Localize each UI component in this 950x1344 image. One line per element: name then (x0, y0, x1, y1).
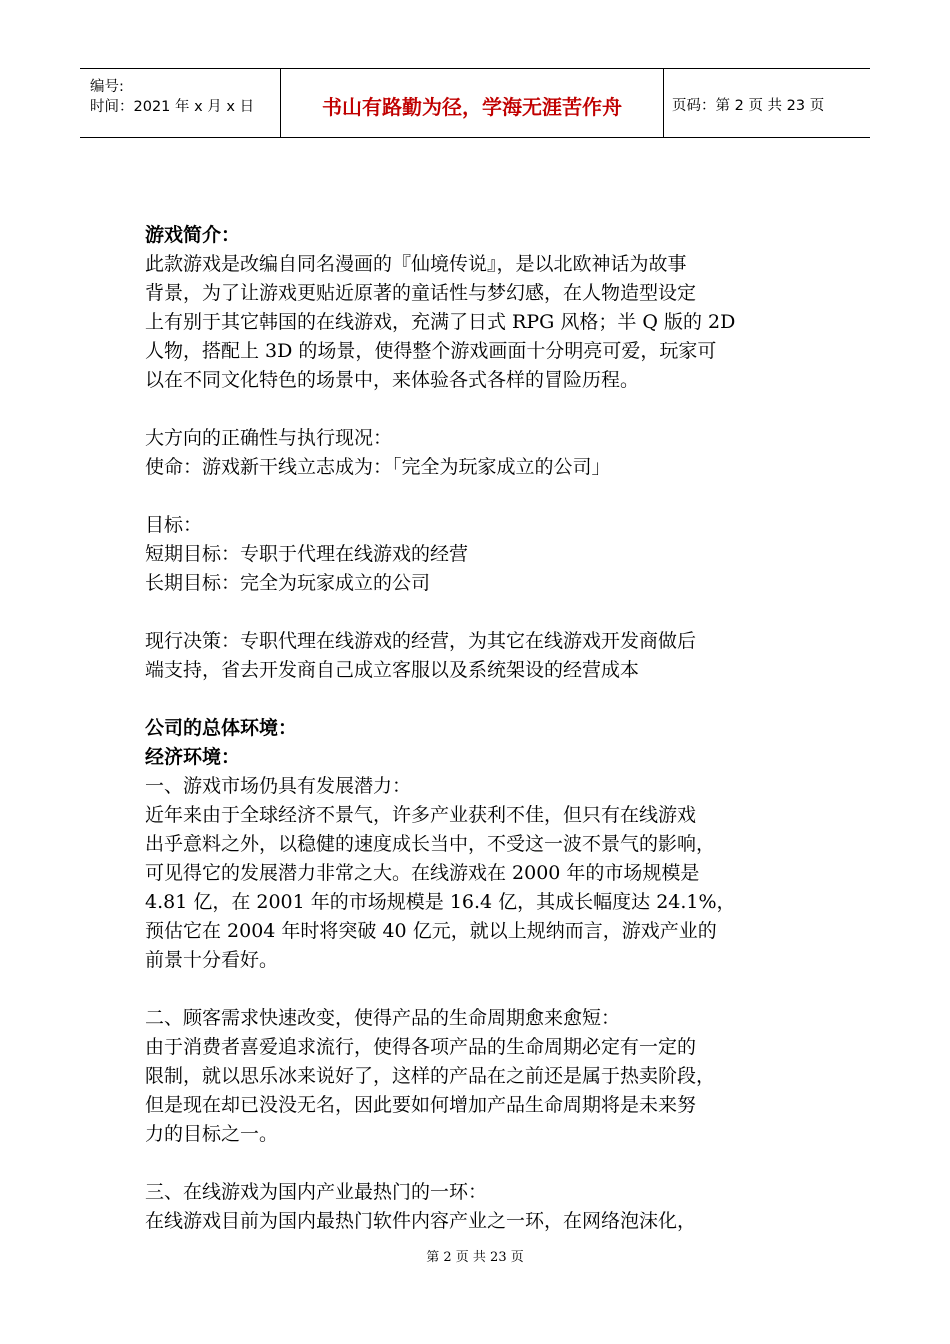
section-heading-economic-env: 经济环境： (145, 746, 241, 768)
paragraph-gap (145, 1149, 815, 1178)
section-heading-game-intro: 游戏简介： (145, 224, 241, 246)
paragraph-line: 此款游戏是改编自同名漫画的『仙境传说』，是以北欧神话为故事 (145, 253, 687, 275)
paragraph-line: 4.81 亿，在 2001 年的市场规模是 16.4 亿，其成长幅度达 24.1%， (145, 891, 736, 913)
paragraph-line: 二、顾客需求快速改变，使得产品的生命周期愈来愈短： (145, 1007, 621, 1029)
paragraph-line: 预估它在 2004 年时将突破 40 亿元，就以上规纳而言，游戏产业的 (145, 920, 717, 942)
paragraph-line: 人物，搭配上 3D 的场景，使得整个游戏画面十分明亮可爱，玩家可 (145, 340, 717, 362)
paragraph-gap (145, 685, 815, 714)
header-table (80, 68, 870, 138)
paragraph-line: 短期目标：专职于代理在线游戏的经营 (145, 543, 469, 565)
code-label: 编号: (90, 79, 124, 95)
motto-text: 书山有路勤为径，学海无涯苦作舟 (322, 95, 622, 119)
paragraph-gap (145, 975, 815, 1004)
paragraph-line: 上有别于其它韩国的在线游戏，充满了日式 RPG 风格；半 Q 版的 2D (145, 311, 736, 333)
paragraph-gap (145, 482, 815, 511)
paragraph-line: 以在不同文化特色的场景中，来体验各式各样的冒险历程。 (145, 369, 640, 391)
paragraph-line: 端支持，省去开发商自己成立客服以及系统架设的经营成本 (145, 659, 640, 681)
paragraph-line: 目标： (145, 514, 203, 536)
section-heading-company-env: 公司的总体环境： (145, 717, 298, 739)
paragraph-line: 大方向的正确性与执行现况： (145, 427, 393, 449)
paragraph-line: 但是现在却已没没无名，因此要如何增加产品生命周期将是未来努 (145, 1094, 697, 1116)
paragraph-line: 限制，就以思乐冰来说好了，这样的产品在之前还是属于热卖阶段， (145, 1065, 716, 1087)
header-motto-cell (281, 69, 664, 137)
document-body (145, 221, 815, 1236)
paragraph-line: 背景，为了让游戏更贴近原著的童话性与梦幻感，在人物造型设定 (145, 282, 697, 304)
paragraph-gap (145, 598, 815, 627)
paragraph-line: 可见得它的发展潜力非常之大。在线游戏在 2000 年的市场规模是 (145, 862, 700, 884)
page-footer: 第 2 页 共 23 页 (426, 1250, 524, 1265)
paragraph-line: 现行决策：专职代理在线游戏的经营，为其它在线游戏开发商做后 (145, 630, 697, 652)
paragraph-gap (145, 395, 815, 424)
paragraph-line: 长期目标：完全为玩家成立的公司 (145, 572, 431, 594)
date-label: 时间：2021 年 x 月 x 日 (90, 99, 255, 115)
paragraph-line: 由于消费者喜爱追求流行，使得各项产品的生命周期必定有一定的 (145, 1036, 697, 1058)
paragraph-line: 三、在线游戏为国内产业最热门的一环： (145, 1181, 488, 1203)
paragraph-line: 前景十分看好。 (145, 949, 279, 971)
paragraph-line: 一、游戏市场仍具有发展潜力： (145, 775, 412, 797)
header-page-cell (664, 69, 870, 137)
page-info: 页码：第 2 页 共 23 页 (672, 98, 825, 114)
paragraph-line: 出乎意料之外，以稳健的速度成长当中，不受这一波不景气的影响， (145, 833, 716, 855)
paragraph-line: 力的目标之一。 (145, 1123, 279, 1145)
paragraph-line: 使命：游戏新干线立志成为：「完全为玩家成立的公司」 (145, 456, 611, 478)
header-meta-cell (80, 69, 281, 137)
paragraph-line: 近年来由于全球经济不景气，许多产业获利不佳，但只有在线游戏 (145, 804, 697, 826)
paragraph-line: 在线游戏目前为国内最热门软件内容产业之一环，在网络泡沫化， (145, 1210, 697, 1232)
